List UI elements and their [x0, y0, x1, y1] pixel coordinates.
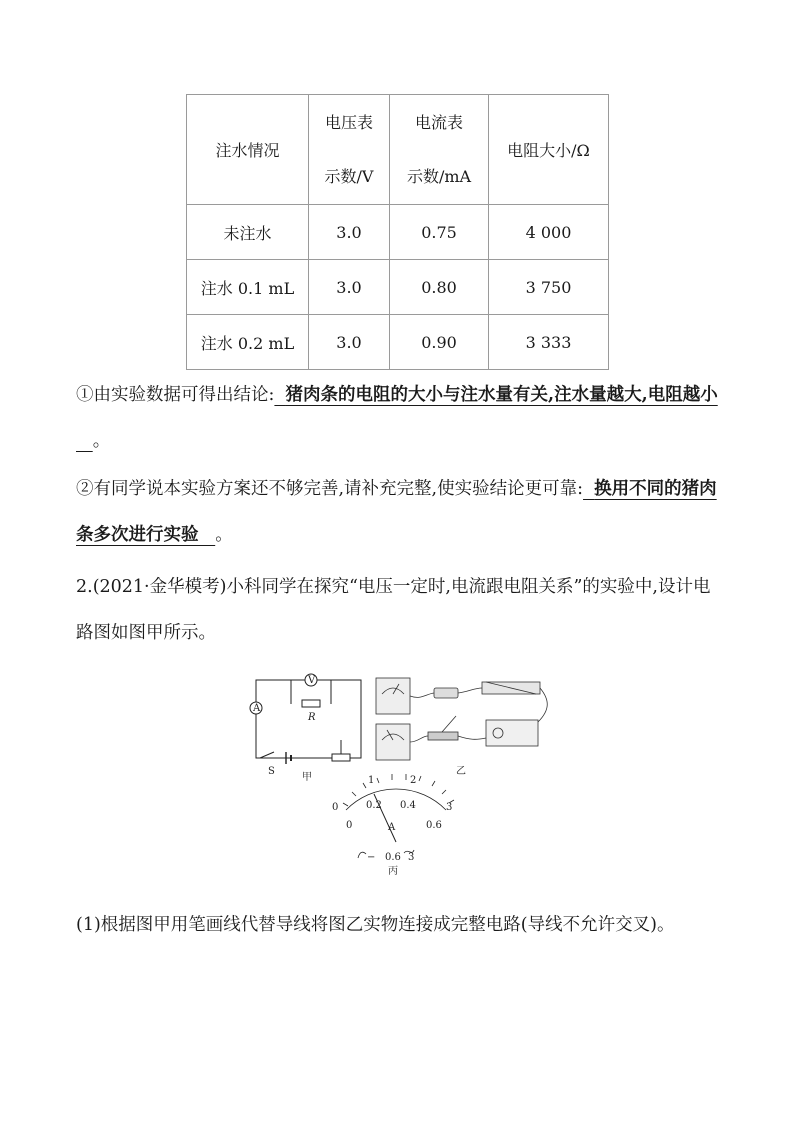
table-header-cell: 电压表 示数/V	[309, 95, 390, 205]
table-header-cell: 电流表 示数/mA	[390, 95, 489, 205]
figure-label-yi: 乙	[456, 766, 466, 777]
apparatus-yi	[376, 678, 547, 760]
terminal-label: 3	[408, 852, 415, 863]
switch-device	[428, 732, 458, 740]
table-cell: 0.80	[390, 260, 489, 315]
resistor-device	[434, 688, 458, 698]
table-header-cell: 电阻大小/Ω	[489, 95, 609, 205]
dial-tick-label: 0.6	[426, 820, 442, 831]
table-cell: 4 000	[489, 205, 609, 260]
table-cell: 0.75	[390, 205, 489, 260]
dial-tick-label: 0	[346, 820, 353, 831]
answer-text: 换用不同的猪肉条多次进行实验	[76, 479, 717, 545]
dial-tick-label: 0	[332, 802, 339, 813]
dial-tick-label: 3	[446, 802, 453, 813]
table-row	[187, 260, 609, 315]
voltmeter-device	[376, 678, 410, 714]
ammeter-device	[376, 724, 410, 760]
dial-tick-label: 0.4	[400, 800, 416, 811]
terminal-label: 0.6	[385, 852, 401, 863]
circuit-diagram-jia	[250, 674, 361, 764]
dial-ticks	[343, 774, 454, 806]
circuit-figure-svg	[246, 670, 566, 880]
resistor-label: R	[308, 712, 316, 723]
question-improvement: ②有同学说本实验方案还不够完善,请补充完整,使实验结论更可靠: 换用不同的猪肉条多次进行实验 。	[76, 479, 717, 545]
rheostat-symbol	[332, 754, 350, 761]
table-cell: 注水 0.2 mL	[187, 315, 309, 370]
resistor-symbol	[302, 700, 320, 707]
dial-arc	[346, 789, 446, 810]
table-header-cell: 注水情况	[187, 95, 309, 205]
dial-tick-label: 1	[368, 775, 375, 786]
table-row	[187, 315, 609, 370]
dial-tick-label: 2	[410, 775, 417, 786]
table-cell: 0.90	[390, 315, 489, 370]
table-cell: 3 750	[489, 260, 609, 315]
table-row	[187, 205, 609, 260]
figure-label-bing: 丙	[388, 866, 398, 877]
dial-unit-label: A	[388, 822, 396, 833]
table-cell: 3.0	[309, 260, 390, 315]
switch-label: S	[268, 766, 275, 777]
answer-text: 猪肉条的电阻的大小与注水量有关,注水量越大,电阻越小	[285, 385, 718, 405]
table-cell: 3 333	[489, 315, 609, 370]
ammeter-dial	[343, 774, 454, 858]
question-conclusion: ①由实验数据可得出结论: 猪肉条的电阻的大小与注水量有关,注水量越大,电阻越小 。	[76, 385, 718, 451]
table-cell: 未注水	[187, 205, 309, 260]
terminal-label: −	[367, 852, 376, 863]
circuit-figure	[246, 670, 566, 880]
power-supply-device	[486, 720, 538, 746]
ammeter-label: A	[253, 703, 261, 714]
table-cell: 3.0	[309, 315, 390, 370]
problem-2-statement: 2.(2021·金华模考)小科同学在探究“电压一定时,电流跟电阻关系”的实验中,设计电路图如图甲所示。	[76, 577, 711, 643]
table-header-row	[187, 95, 609, 205]
switch-symbol	[260, 752, 274, 758]
data-table	[186, 94, 609, 370]
table-cell: 3.0	[309, 205, 390, 260]
dial-tick-label: 0.2	[366, 800, 382, 811]
table-cell: 注水 0.1 mL	[187, 260, 309, 315]
figure-label-jia: 甲	[302, 772, 312, 783]
question-1-instruction: (1)根据图甲用笔画线代替导线将图乙实物连接成完整电路(导线不允许交叉)。	[76, 915, 675, 935]
voltmeter-label: V	[308, 675, 316, 686]
terminal-wire-left	[358, 852, 366, 858]
